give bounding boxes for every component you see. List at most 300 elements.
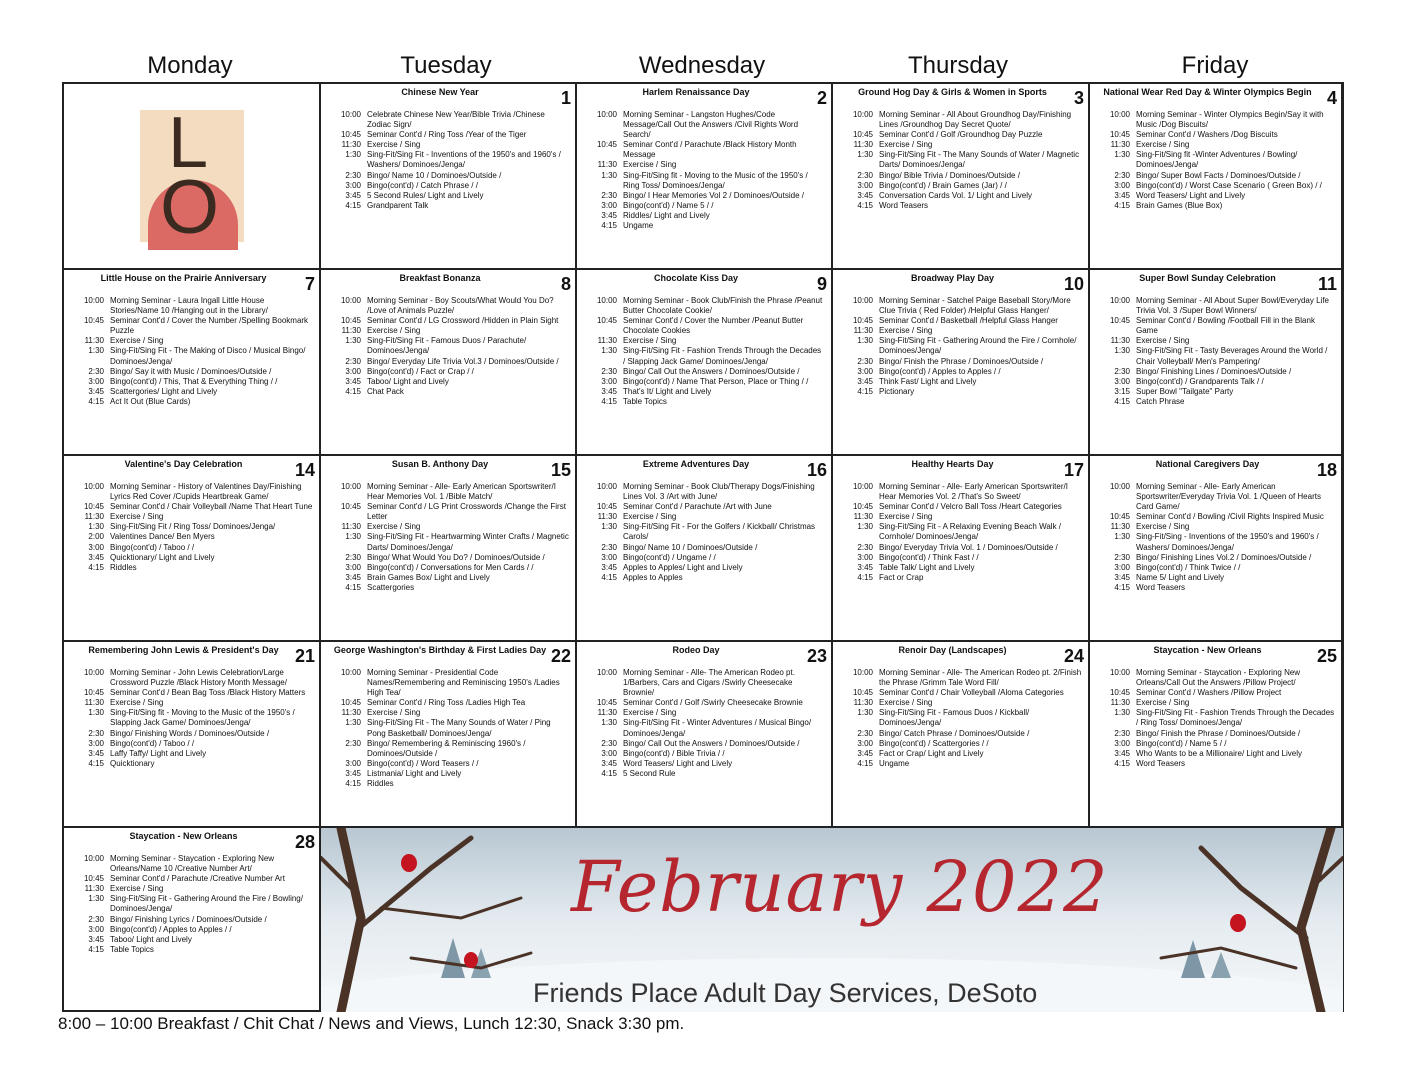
- activity-item: [585, 140, 825, 160]
- day-number: 25: [1316, 646, 1337, 666]
- activity-time: 10:45: [1109, 688, 1130, 698]
- activity-time: 3:45: [857, 562, 873, 572]
- activity-time: 11:30: [853, 512, 873, 522]
- activity-description: Bingo(cont'd) / Taboo / /: [110, 542, 195, 552]
- activity-item: [585, 482, 825, 502]
- activity-item: [329, 708, 569, 718]
- activity-item: [329, 769, 569, 779]
- activity-time: 1:30: [88, 346, 104, 356]
- activity-description: Sing-Fit/Sing Fit - The Making of Disco / Musical Bingo/ Dominoes/Jenga/: [110, 346, 306, 366]
- day-cell: [577, 456, 833, 642]
- activity-description: Valentines Dance/ Ben Myers: [110, 532, 215, 542]
- activity-list: [841, 668, 1082, 769]
- activity-item: [329, 140, 569, 150]
- activity-description: Scattergories/ Light and Lively: [110, 386, 218, 396]
- activity-time: 4:15: [601, 768, 617, 778]
- activity-time: 4:15: [1114, 396, 1130, 406]
- activity-description: Exercise / Sing: [367, 140, 421, 150]
- activity-time: 10:00: [596, 296, 617, 305]
- activity-description: 5 Second Rule: [623, 768, 676, 778]
- activity-item: [1098, 482, 1335, 512]
- activity-description: Catch Phrase: [1136, 396, 1185, 406]
- activity-item: [72, 553, 313, 563]
- day-cell: [321, 456, 577, 642]
- activity-description: Pictionary: [879, 386, 915, 396]
- activity-description: Bingo(cont'd) / Bible Trivia / /: [623, 748, 725, 758]
- activity-item: [329, 201, 569, 211]
- activity-item: [1098, 367, 1335, 377]
- activity-time: 4:15: [857, 572, 873, 582]
- activity-description: Act It Out (Blue Cards): [110, 396, 191, 406]
- activity-time: 3:45: [601, 758, 617, 768]
- day-title: Breakfast Bonanza: [399, 273, 481, 283]
- activity-item: [1098, 583, 1335, 593]
- activity-description: Exercise / Sing: [1136, 698, 1190, 708]
- activity-item: [329, 171, 569, 181]
- activity-item: [72, 522, 313, 532]
- activity-time: 11:30: [853, 140, 873, 150]
- day-cell: [64, 642, 321, 828]
- activity-time: 10:45: [596, 502, 617, 512]
- activity-description: Morning Seminar - Winter Olympics Begin/Say it with Music /Dog Biscuits/: [1136, 110, 1324, 130]
- activity-description: 5 Second Rules/ Light and Lively: [367, 190, 484, 200]
- activity-item: [841, 522, 1082, 542]
- activity-item: [1098, 532, 1335, 552]
- activity-time: 1:30: [345, 150, 361, 160]
- activity-description: Who Wants to be a Millionaire/ Light and Lively: [1136, 748, 1303, 758]
- activity-description: Bingo/ Finish the Phrase / Dominoes/Outside /: [879, 356, 1044, 366]
- day-title: Little House on the Prairie Anniversary: [100, 273, 267, 283]
- activity-item: [72, 296, 313, 316]
- activity-item: [72, 915, 313, 925]
- activity-description: Sing-Fit/Sing Fit - Fashion Trends Through the Decades / Ring Toss/ Dominoes/Jenga/: [1136, 708, 1335, 728]
- activity-time: 3:45: [88, 748, 104, 758]
- activity-description: Exercise / Sing: [110, 336, 164, 346]
- activity-description: Brain Games Box/ Light and Lively: [367, 572, 490, 582]
- activity-item: [329, 522, 569, 532]
- activity-description: Laffy Taffy/ Light and Lively: [110, 748, 207, 758]
- activity-item: [329, 191, 569, 201]
- activity-item: [585, 387, 825, 397]
- activity-description: Bingo(cont'd) / Conversations for Men Cards / /: [367, 562, 534, 572]
- activity-item: [72, 346, 313, 366]
- activity-description: Bingo/ Call Out the Answers / Dominoes/Outside /: [623, 366, 800, 376]
- activity-description: Bingo(cont'd) / Word Teasers / /: [367, 758, 479, 768]
- activity-description: Bingo(cont'd) / Worst Case Scenario ( Green Box) / /: [1136, 180, 1322, 190]
- activity-time: 3:00: [857, 552, 873, 562]
- activity-item: [1098, 708, 1335, 728]
- activity-time: 2:30: [601, 738, 617, 748]
- activity-description: Bingo(cont'd) / Grandparents Talk / /: [1136, 376, 1264, 386]
- activity-item: [329, 296, 569, 316]
- day-number: 9: [816, 274, 827, 294]
- activity-list: [841, 110, 1082, 211]
- activity-description: Bingo/ Finishing Lines / Dominoes/Outside /: [1136, 366, 1292, 376]
- activity-time: 3:00: [857, 738, 873, 748]
- activity-item: [1098, 296, 1335, 316]
- activity-time: 3:00: [601, 748, 617, 758]
- activity-time: 4:15: [88, 758, 104, 768]
- activity-description: Brain Games (Blue Box): [1136, 200, 1223, 210]
- activity-list: [585, 296, 825, 407]
- activity-item: [1098, 316, 1335, 336]
- activity-description: Name 5/ Light and Lively: [1136, 572, 1225, 582]
- activity-time: 10:45: [340, 130, 361, 140]
- activity-description: Bingo(cont'd) / This, That & Everything Thing / /: [110, 376, 278, 386]
- activity-description: Sing-Fit/Sing Fit - Gathering Around the Fire / Bowling/ Dominoes/Jenga/: [110, 894, 303, 914]
- activity-item: [585, 160, 825, 170]
- activity-item: [841, 668, 1082, 688]
- activity-item: [72, 759, 313, 769]
- day-number: 4: [1326, 88, 1337, 108]
- activity-time: 4:15: [857, 386, 873, 396]
- activity-description: Bingo/ Everyday Life Trivia Vol.3 / Dominoes/Outside /: [367, 356, 559, 366]
- activity-time: 1:30: [1114, 532, 1130, 542]
- activity-time: 4:15: [601, 221, 617, 231]
- activity-description: Seminar Cont'd / Cover the Number /Peanut Butter Chocolate Cookies: [623, 316, 804, 336]
- activity-item: [1098, 512, 1335, 522]
- activity-description: Bingo/ Finishing Lines Vol.2 / Dominoes/Outside /: [1136, 552, 1312, 562]
- activity-time: 11:30: [1110, 522, 1130, 532]
- day-title: Ground Hog Day & Girls & Women in Sports: [858, 87, 1047, 97]
- activity-item: [329, 668, 569, 698]
- activity-item: [72, 336, 313, 346]
- activity-description: Bingo/ Finishing Words / Dominoes/Outside /: [110, 728, 270, 738]
- activity-item: [1098, 688, 1335, 698]
- day-cell: [833, 456, 1090, 642]
- activity-item: [329, 150, 569, 170]
- activity-item: [585, 201, 825, 211]
- activity-time: 4:15: [601, 572, 617, 582]
- activity-description: Riddles: [367, 779, 394, 789]
- activity-description: Think Fast/ Light and Lively: [879, 376, 977, 386]
- activity-time: 10:00: [340, 482, 361, 491]
- activity-time: 2:30: [1114, 552, 1130, 562]
- activity-list: [585, 482, 825, 583]
- activity-item: [72, 543, 313, 553]
- activity-list: [72, 482, 313, 573]
- activity-description: Bingo/ Bible Trivia / Dominoes/Outside /: [879, 170, 1020, 180]
- activity-item: [329, 553, 569, 563]
- activity-time: 10:00: [1109, 296, 1130, 305]
- activity-item: [841, 482, 1082, 502]
- activity-time: 10:45: [1109, 512, 1130, 522]
- activity-description: Seminar Cont'd / Ring Toss /Ladies High Tea: [367, 698, 526, 708]
- activity-description: Bingo(cont'd) / Name 5 / /: [623, 200, 714, 210]
- weekday-monday: Monday: [147, 52, 233, 79]
- brand-logo: [140, 103, 244, 250]
- activity-time: 10:00: [340, 668, 361, 677]
- activity-time: 11:30: [597, 708, 617, 718]
- activity-description: Sing-Fit/Sing Fit - A Relaxing Evening Beach Walk / Cornhole/ Dominoes/Jenga/: [879, 522, 1062, 542]
- activity-description: Bingo/ Everyday Trivia Vol. 1 / Dominoes/Outside /: [879, 542, 1058, 552]
- activity-time: 4:15: [88, 396, 104, 406]
- activity-item: [329, 336, 569, 356]
- day-number: 7: [304, 274, 315, 294]
- day-number: 2: [816, 88, 827, 108]
- activity-time: 1:30: [601, 718, 617, 728]
- day-cell: [64, 270, 321, 456]
- activity-item: [841, 367, 1082, 377]
- activity-description: Morning Seminar - Presidential Code Names/Remembering and Reminiscing 1950's /Ladies High Tea/: [367, 668, 560, 698]
- activity-item: [585, 553, 825, 563]
- activity-description: Bingo/ Say it with Music / Dominoes/Outside /: [110, 366, 272, 376]
- day-number: 8: [560, 274, 571, 294]
- activity-time: 1:30: [88, 894, 104, 904]
- activity-time: 2:00: [88, 532, 104, 542]
- activity-item: [1098, 563, 1335, 573]
- activity-time: 3:15: [1114, 386, 1130, 396]
- activity-description: Exercise / Sing: [879, 326, 933, 336]
- activity-description: Sing-Fit/Sing Fit - Inventions of the 1950's and 1960's / Washers/ Dominoes/Jenga/: [367, 150, 561, 170]
- activity-time: 3:00: [1114, 738, 1130, 748]
- activity-item: [1098, 191, 1335, 201]
- activity-time: 2:30: [857, 356, 873, 366]
- activity-item: [329, 387, 569, 397]
- activity-description: Seminar Cont'd / LG Print Crosswords /Change the First Letter: [367, 502, 566, 522]
- activity-item: [1098, 739, 1335, 749]
- logo-letter-o: O: [160, 165, 220, 250]
- activity-description: Morning Seminar - All About Super Bowl/Everyday Life Trivia Vol. 3 /Super Bowl Winners/: [1136, 296, 1329, 316]
- activity-description: Bingo/ Finish the Phrase / Dominoes/Outside /: [1136, 728, 1301, 738]
- activity-time: 3:45: [88, 934, 104, 944]
- activity-item: [1098, 759, 1335, 769]
- activity-description: Exercise / Sing: [623, 336, 677, 346]
- activity-description: Taboo/ Light and Lively: [367, 376, 449, 386]
- day-title: Staycation - New Orleans: [129, 831, 238, 841]
- activity-item: [1098, 729, 1335, 739]
- month-banner: [321, 828, 1343, 1012]
- activity-item: [585, 221, 825, 231]
- activity-description: Word Teasers: [879, 200, 929, 210]
- activity-description: Morning Seminar - Alle- The American Rodeo pt. 2/Finish the Phrase /Grimm Tale Word Fill/: [879, 668, 1082, 688]
- weekday-thursday: Thursday: [907, 52, 1009, 79]
- activity-time: 3:00: [88, 738, 104, 748]
- activity-time: 3:45: [1114, 748, 1130, 758]
- activity-time: 3:00: [88, 542, 104, 552]
- activity-time: 3:00: [88, 376, 104, 386]
- activity-item: [1098, 387, 1335, 397]
- activity-item: [585, 316, 825, 336]
- activity-description: Exercise / Sing: [110, 698, 164, 708]
- activity-time: 11:30: [597, 160, 617, 170]
- activity-time: 11:30: [84, 698, 104, 708]
- activity-item: [72, 884, 313, 894]
- activity-time: 3:00: [345, 758, 361, 768]
- day-number: 21: [294, 646, 315, 666]
- activity-time: 3:00: [345, 366, 361, 376]
- activity-item: [585, 110, 825, 140]
- activity-time: 10:00: [596, 668, 617, 677]
- activity-description: Celebrate Chinese New Year/Bible Trivia /Chinese Zodiac Sign/: [367, 110, 545, 130]
- logo-cell: [64, 84, 321, 270]
- day-number: 18: [1316, 460, 1337, 480]
- activity-description: Morning Seminar - Alle- Early American Sportswriter/I Hear Memories Vol. 2 /That's So Sweet/: [879, 482, 1068, 502]
- activity-item: [1098, 346, 1335, 366]
- activity-time: 1:30: [601, 346, 617, 356]
- activity-item: [329, 739, 569, 759]
- activity-time: 1:30: [88, 708, 104, 718]
- activity-time: 4:15: [88, 944, 104, 954]
- activity-item: [585, 543, 825, 553]
- activity-description: Fact or Crap/ Light and Lively: [879, 748, 984, 758]
- day-title: Susan B. Anthony Day: [391, 459, 489, 469]
- activity-description: Bingo(cont'd) / Apples to Apples / /: [110, 924, 232, 934]
- activity-item: [585, 769, 825, 779]
- activity-description: Morning Seminar - Alle- The American Rodeo pt. 1/Barbers, Cars and Cigars /Swirly Cheesecake Brownie/: [623, 668, 795, 698]
- activity-item: [329, 718, 569, 738]
- activity-time: 10:45: [852, 130, 873, 140]
- activity-description: Bingo(cont'd) / Catch Phrase / /: [367, 180, 478, 190]
- activity-description: Bingo/ What Would You Do? / Dominoes/Outside /: [367, 552, 545, 562]
- activity-item: [1098, 573, 1335, 583]
- activity-time: 2:30: [857, 542, 873, 552]
- activity-time: 11:30: [84, 884, 104, 894]
- day-cell: [577, 84, 833, 270]
- activity-description: Sing-Fit/Sing fit - Moving to the Music of the 1950's / Slapping Jack Game/ Dominoes/Jenga/: [110, 708, 295, 728]
- activity-time: 1:30: [601, 522, 617, 532]
- activity-item: [841, 357, 1082, 367]
- activity-description: Table Topics: [110, 944, 154, 954]
- activity-time: 11:30: [341, 522, 361, 532]
- activity-item: [72, 945, 313, 955]
- activity-description: Sing-Fit/Sing Fit - Winter Adventures / Musical Bingo/ Dominoes/Jenga/: [623, 718, 812, 738]
- day-title: Extreme Adventures Day: [642, 459, 750, 469]
- day-number: 15: [550, 460, 571, 480]
- activity-time: 10:45: [852, 502, 873, 512]
- activity-description: Morning Seminar - Boy Scouts/What Would You Do? /Love of Animals Puzzle/: [367, 296, 554, 316]
- calendar-grid: [62, 82, 1344, 1012]
- activity-description: Bingo(cont'd) / Name That Person, Place or Thing / /: [623, 376, 809, 386]
- activity-description: Seminar Cont'd / Golf /Groundhog Day Puzzle: [879, 130, 1043, 140]
- activity-list: [329, 668, 569, 789]
- activity-description: Riddles/ Light and Lively: [623, 210, 710, 220]
- day-number: 16: [806, 460, 827, 480]
- activity-time: 3:45: [857, 748, 873, 758]
- activity-time: 10:45: [596, 316, 617, 326]
- day-cell: [833, 84, 1090, 270]
- activity-item: [72, 894, 313, 914]
- activity-time: 3:00: [345, 562, 361, 572]
- activity-description: Morning Seminar - Laura Ingall Little House Stories/Name 10 /Hanging out in the Library/: [110, 296, 268, 316]
- activity-description: Sing-Fit/Sing Fit - Tasty Beverages Around the World / Chair Volleyball/ Men's Pampering/: [1136, 346, 1328, 366]
- activity-item: [585, 377, 825, 387]
- activity-time: 1:30: [1114, 346, 1130, 356]
- activity-item: [585, 668, 825, 698]
- activity-time: 1:30: [88, 522, 104, 532]
- activity-item: [841, 326, 1082, 336]
- activity-description: Exercise / Sing: [879, 140, 933, 150]
- activity-item: [585, 336, 825, 346]
- activity-time: 3:45: [601, 562, 617, 572]
- activity-item: [585, 211, 825, 221]
- activity-item: [841, 573, 1082, 583]
- banner-title: February 2022: [571, 846, 1109, 928]
- activity-item: [841, 553, 1082, 563]
- activity-item: [841, 140, 1082, 150]
- activity-time: 10:00: [596, 110, 617, 119]
- activity-item: [72, 512, 313, 522]
- activity-description: Exercise / Sing: [367, 326, 421, 336]
- activity-list: [72, 668, 313, 769]
- activity-item: [585, 296, 825, 316]
- activity-description: Table Talk/ Light and Lively: [879, 562, 975, 572]
- activity-time: 10:00: [852, 668, 873, 677]
- activity-item: [841, 191, 1082, 201]
- activity-time: 3:00: [601, 376, 617, 386]
- activity-description: Grandparent Talk: [367, 200, 429, 210]
- activity-item: [72, 874, 313, 884]
- activity-item: [585, 346, 825, 366]
- activity-description: Apples to Apples/ Light and Lively: [623, 562, 743, 572]
- activity-description: Bingo/ Remembering & Reminiscing 1960's / Dominoes/Outside /: [367, 738, 526, 758]
- activity-item: [329, 326, 569, 336]
- activity-item: [841, 316, 1082, 326]
- day-number: 11: [1317, 274, 1337, 294]
- activity-item: [1098, 150, 1335, 170]
- day-cell: [1090, 456, 1343, 642]
- activity-description: Sing-Fit/Sing Fit - Famous Duos / Kickball/ Dominoes/Jenga/: [879, 708, 1030, 728]
- activity-time: 1:30: [1114, 708, 1130, 718]
- activity-item: [329, 563, 569, 573]
- activity-description: Exercise / Sing: [367, 522, 421, 532]
- activity-time: 10:00: [340, 110, 361, 119]
- activity-description: Exercise / Sing: [623, 708, 677, 718]
- activity-list: [841, 482, 1082, 583]
- weekday-tuesday: Tuesday: [400, 52, 492, 79]
- activity-description: Apples to Apples: [623, 572, 683, 582]
- activity-description: Ungame: [879, 758, 910, 768]
- activity-time: 2:30: [345, 356, 361, 366]
- activity-description: Exercise / Sing: [623, 512, 677, 522]
- activity-description: Bingo/ Call Out the Answers / Dominoes/Outside /: [623, 738, 800, 748]
- day-cell: [64, 828, 321, 1012]
- activity-item: [841, 130, 1082, 140]
- activity-description: Sing-Fit/Sing Fit / Ring Toss/ Dominoes/Jenga/: [110, 522, 276, 532]
- activity-description: Super Bowl "Tailgate" Party: [1136, 386, 1234, 396]
- day-number: 24: [1063, 646, 1084, 666]
- activity-item: [329, 583, 569, 593]
- activity-time: 11:30: [1110, 698, 1130, 708]
- activity-item: [841, 563, 1082, 573]
- activity-time: 11:30: [853, 698, 873, 708]
- activity-item: [329, 357, 569, 367]
- activity-description: Sing-Fit/Sing - Inventions of the 1950's and 1960's / Washers/ Dominoes/Jenga/: [1136, 532, 1319, 552]
- activity-item: [329, 482, 569, 502]
- activity-description: Sing-Fit/Sing Fit - The Many Sounds of Water / Magnetic Darts/ Dominoes/Jenga/: [879, 150, 1080, 170]
- activity-description: Seminar Cont'd / Velcro Ball Toss /Heart Categories: [879, 502, 1062, 512]
- activity-time: 3:45: [601, 386, 617, 396]
- day-title: Staycation - New Orleans: [1153, 645, 1262, 655]
- activity-item: [841, 708, 1082, 728]
- activity-time: 10:45: [852, 688, 873, 698]
- activity-item: [841, 336, 1082, 356]
- activity-time: 11:30: [341, 708, 361, 718]
- activity-time: 1:30: [857, 522, 873, 532]
- activity-time: 3:00: [88, 924, 104, 934]
- activity-time: 10:45: [83, 688, 104, 698]
- activity-time: 4:15: [345, 582, 361, 592]
- day-cell: [321, 84, 577, 270]
- activity-description: Seminar Cont'd / Parachute /Black History Month Message: [623, 140, 797, 160]
- activity-item: [841, 181, 1082, 191]
- activity-list: [841, 296, 1082, 397]
- activity-item: [72, 377, 313, 387]
- activity-time: 10:00: [83, 296, 104, 305]
- activity-item: [1098, 397, 1335, 407]
- activity-item: [329, 698, 569, 708]
- day-title: Valentine's Day Celebration: [124, 459, 243, 469]
